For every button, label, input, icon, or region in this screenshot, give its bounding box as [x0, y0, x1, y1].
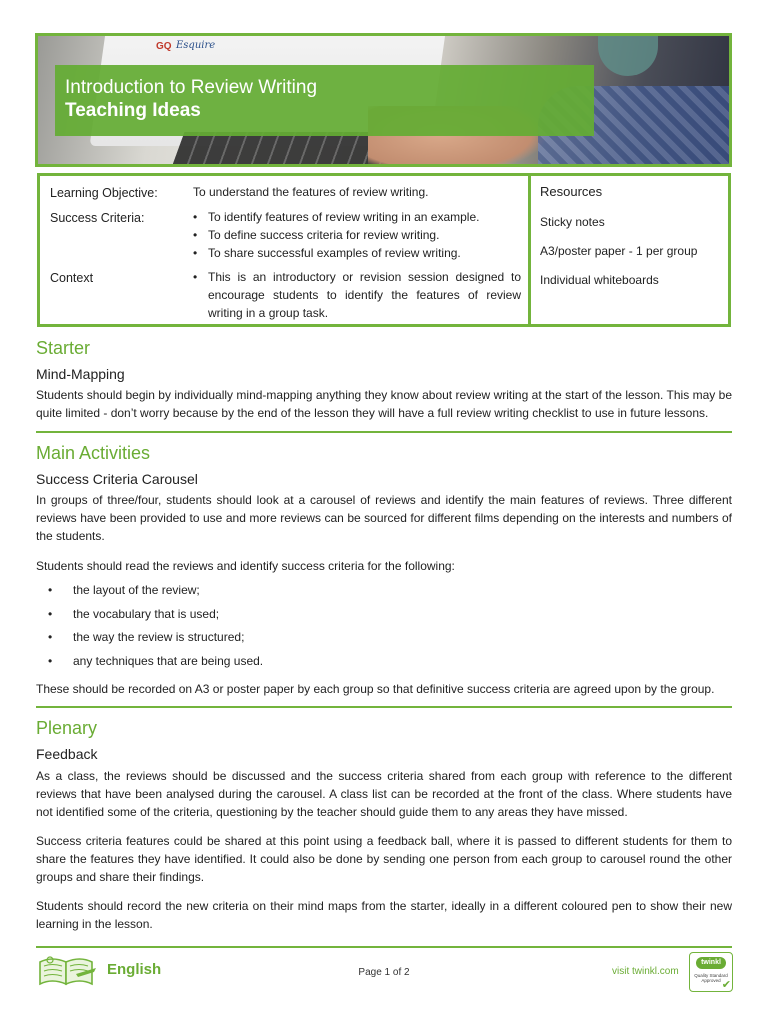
main-activities-text: In groups of three/four, students should look at a carousel of reviews and identify the main features of reviews. Three different reviews have been provided to use and more reviews can be sourced for different films depending on the interests and numbers of the students. [36, 493, 732, 543]
section-divider [36, 431, 732, 433]
context-list [193, 268, 521, 322]
main-activities-closing: These should be recorded on A3 or poster paper by each group so that definitive success criteria are agreed upon by the group. [36, 682, 715, 696]
page-number: Page 1 of 2 [358, 967, 410, 978]
main-activities-heading: Main Activities [36, 443, 151, 463]
photo-magazine-logo: GQ [156, 41, 172, 52]
photo-screen-text: Esquire [176, 40, 216, 51]
footer-subject: English [107, 961, 162, 978]
list-item: • the layout of the review; [36, 581, 732, 605]
success-criteria-item: • To share successful examples of review writing. [193, 244, 521, 262]
header-banner [35, 33, 732, 167]
checkmark-icon: ✔ [721, 979, 731, 991]
main-activities-subheading: Success Criteria Carousel [36, 471, 198, 487]
success-criteria-label: Success Criteria: [50, 211, 145, 225]
plenary-text-3: Students should record the new criteria on their mind maps from the starter, ideally in a different coloured pen to show their new learning in the lesson. [36, 899, 732, 931]
starter-heading: Starter [36, 338, 91, 358]
learning-objective-label: Learning Objective: [50, 186, 158, 200]
starter-text: Students should begin by individually mind-mapping anything they know about review writing at the start of the lesson. This may be quite limited - don’t worry because by the end of the lesson they will have a full review writing checklist to use in future lessons. [36, 388, 732, 420]
plenary-subheading: Feedback [36, 746, 98, 762]
badge-caption: Quality Standard Approved [694, 973, 728, 983]
plenary-text-2: Success criteria features could be shared at this point using a feedback ball, where it is passed to different students for them to share the features they have identified. It could also be done by sending one person from each group to carousel round the other groups and share their findings. [36, 834, 732, 884]
badge-brand: twinkl [696, 957, 726, 969]
plenary-heading: Plenary [36, 718, 98, 738]
title-box [55, 65, 594, 136]
success-criteria-list [193, 208, 521, 262]
resources-heading: Resources [540, 184, 603, 199]
success-criteria-item: • To define success criteria for review writing. [193, 226, 521, 244]
list-item: • any techniques that are being used. [36, 652, 732, 676]
resources-box [528, 173, 731, 327]
resource-item: Individual whiteboards [540, 273, 659, 287]
footer-divider [36, 946, 732, 948]
footer-link[interactable]: visit twinkl.com [612, 966, 679, 977]
list-item: • the way the review is structured; [36, 628, 732, 652]
plenary-text-1: As a class, the reviews should be discussed and the success criteria shared from each group with reference to the different reviews that have been analysed during the carousel. A class list can be recorded at the front of the class. Where students have not identified some of the criteria, questioning by the teacher should guide them to any areas they have missed. [36, 769, 732, 819]
page-title: Introduction to Review Writing [65, 77, 318, 98]
context-label: Context [50, 271, 94, 285]
list-item: • the vocabulary that is used; [36, 605, 732, 629]
criteria-bullet-list [36, 581, 732, 675]
cup-photo [598, 33, 658, 76]
context-item: • This is an introductory or revision session designed to encourage students to identify the features of review writing in a group task. [193, 268, 521, 322]
overview-table [37, 173, 531, 327]
section-divider [36, 706, 732, 708]
resource-item: A3/poster paper - 1 per group [540, 244, 698, 258]
starter-subheading: Mind-Mapping [36, 366, 125, 382]
resource-item: Sticky notes [540, 215, 605, 229]
twinkl-quality-badge-icon [689, 952, 733, 992]
success-criteria-item: • To identify features of review writing in an example. [193, 208, 521, 226]
learning-objective: To understand the features of review writing. [193, 185, 429, 199]
main-activities-intro: Students should read the reviews and identify success criteria for the following: [36, 559, 455, 573]
page-subtitle: Teaching Ideas [65, 100, 201, 121]
